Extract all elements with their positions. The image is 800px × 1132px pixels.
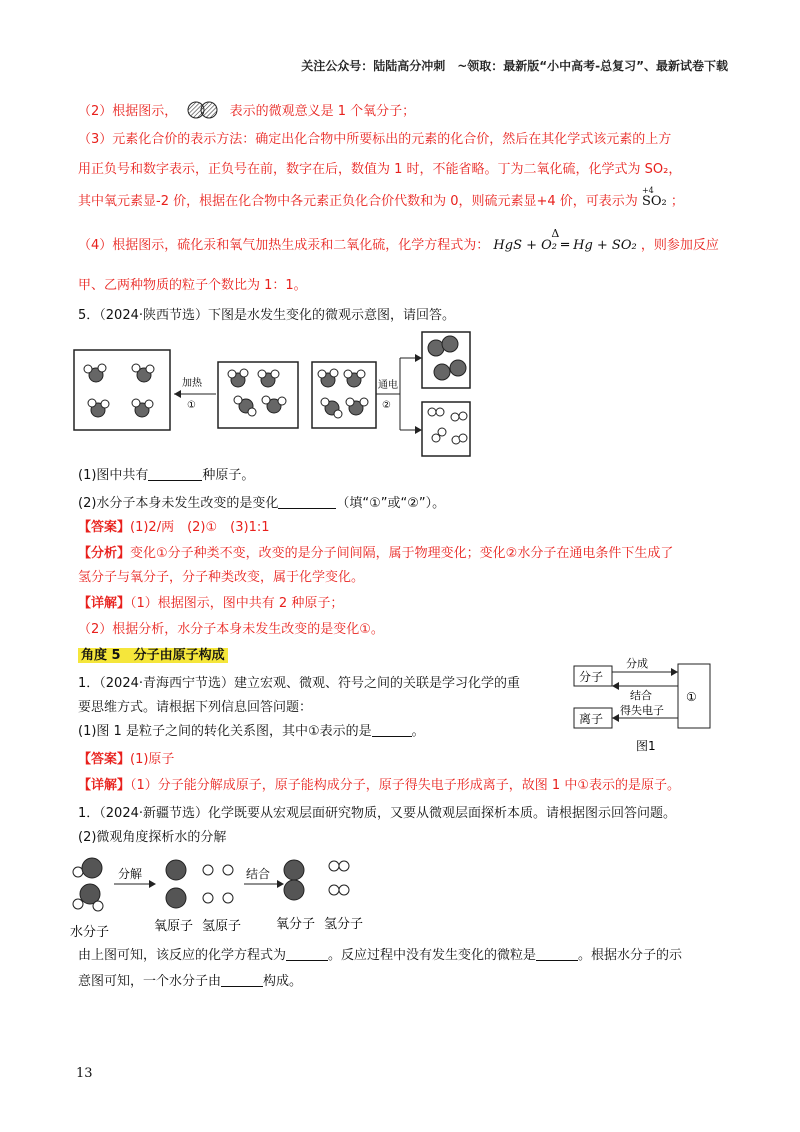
q1-qinghai-line3: (1)图 1 是粒子之间的转化关系图，其中①表示的是 。 — [78, 724, 425, 739]
arrow2-label: 通电 — [378, 380, 398, 391]
arrow2-number: ② — [382, 400, 391, 411]
decompose-label: 分解 — [118, 867, 143, 881]
analysis-line2: 氢分子与氧分子，分子种类改变，属于化学变化。 — [78, 570, 365, 585]
para-2: （2）根据图示， 表示的微观意义是 1 个氧分子； — [78, 100, 415, 122]
para-3-line2: 用正负号和数字表示，正负号在前，数字在后，数值为 1 时，不能省略。丁为二氧化硫，化学式为 SO₂， — [78, 162, 682, 177]
arrow1-number: ① — [187, 400, 196, 411]
answer-q5: 【答案】(1)2/两 (2)① (3)1:1 — [78, 520, 270, 535]
answer-blank[interactable] — [286, 946, 328, 961]
o-molecule-label: 氧分子 — [276, 917, 316, 932]
so2-formula: SO₂ — [641, 194, 667, 209]
fig1-ion-label: 离子 — [579, 712, 604, 726]
answer-blank[interactable] — [372, 722, 412, 737]
combine-label: 结合 — [246, 867, 271, 881]
q1-xinjiang-line3: 由上图可知，该反应的化学方程式为 。反应过程中没有发生变化的微粒是 。根据水分子的示 — [78, 948, 683, 963]
oxygen-molecule-icon — [185, 100, 221, 120]
page-number: 13 — [76, 1066, 93, 1081]
valence-superscript: +4 — [641, 186, 654, 195]
h-atom-label: 氢原子 — [202, 919, 242, 934]
para-3-line1: （3）元素化合价的表示方法：确定出化合物中所要标出的元素的化合价，然后在其化学式该元素的上方 — [78, 132, 672, 147]
fig1-decompose-label: 分成 — [626, 657, 648, 670]
answer-q1-qinghai: 【答案】(1)原子 — [78, 752, 175, 767]
q5-part2: (2)水分子本身未发生改变的是变化 （填“①”或“②”）。 — [78, 496, 446, 511]
para-3-line3: 其中氧元素显-2 价，根据在化合物中各元素正负化合价代数和为 0，则硫元素显+4 价，可表示为 +4 SO₂ ； — [78, 192, 684, 212]
figure-1-particle-relations — [570, 652, 720, 756]
detail-line1: 【详解】（1）根据图示，图中共有 2 种原子； — [78, 596, 344, 611]
q1-xinjiang-line1: 1．（2024·新疆节选）化学既要从宏观层面研究物质，又要从微观层面探析本质。请根据图示回答问题。 — [78, 806, 676, 821]
section-heading: 角度 5 分子由原子构成 — [78, 646, 228, 666]
fig1-molecule-label: 分子 — [579, 670, 604, 684]
q1-qinghai-line1: 1．（2024·青海西宁节选）建立宏观、微观、符号之间的关联是学习化学的重 — [78, 676, 520, 691]
fig1-circle-label: ① — [686, 690, 697, 704]
para-4-line2: 甲、乙两种物质的粒子个数比为 1：1。 — [78, 278, 307, 293]
fig1-caption: 图1 — [636, 739, 656, 753]
q1-xinjiang-line4: 意图可知，一个水分子由 构成。 — [78, 974, 303, 989]
detail-q1-qinghai: 【详解】（1）分子能分解成原子，原子能构成分子，原子得失电子形成离子，故图 1 中①表示的是原子。 — [78, 778, 680, 793]
q1-qinghai-line2: 要思维方式。请根据下列信息回答问题： — [78, 700, 313, 715]
chemical-equation: HgS + O₂ ═ Hg + SO₂ — [493, 238, 637, 253]
fig1-electron-label: 得失电子 — [620, 704, 664, 717]
q1-xinjiang-line2: (2)微观角度探析水的分解 — [78, 830, 227, 845]
detail-line2: （2）根据分析，水分子本身未发生改变的是变化①。 — [78, 622, 384, 637]
water-change-figure — [70, 328, 480, 458]
o-atom-label: 氧原子 — [154, 919, 194, 934]
arrow1-label: 加热 — [182, 378, 202, 389]
answer-blank[interactable] — [536, 946, 578, 961]
water-decomposition-figure — [70, 852, 390, 942]
water-label: 水分子 — [70, 925, 110, 940]
answer-blank[interactable] — [278, 494, 336, 509]
fig1-combine-label: 结合 — [630, 689, 652, 702]
page-header: 关注公众号：陆陆高分冲刺 ~领取：最新版“小中高考-总复习”、最新试卷下载 — [301, 59, 728, 73]
para-4-line1: （4）根据图示，硫化汞和氧气加热生成汞和二氧化硫，化学方程式为： Δ HgS + O₂ ═ Hg + SO₂ ，则参加反应 — [78, 236, 719, 256]
analysis-line1: 【分析】变化①分子种类不变，改变的是分子间间隔，属于物理变化；变化②水分子在通电条件下生成了 — [78, 546, 674, 561]
answer-blank[interactable] — [148, 466, 202, 481]
answer-blank[interactable] — [221, 972, 263, 987]
h-molecule-label: 氢分子 — [324, 917, 364, 932]
delta-symbol: Δ — [551, 227, 560, 240]
question-5: 5．（2024·陕西节选）下图是水发生变化的微观示意图，请回答。 — [78, 308, 455, 323]
q5-part1: (1)图中共有 种原子。 — [78, 468, 255, 483]
water-molecule-icon — [73, 858, 103, 911]
